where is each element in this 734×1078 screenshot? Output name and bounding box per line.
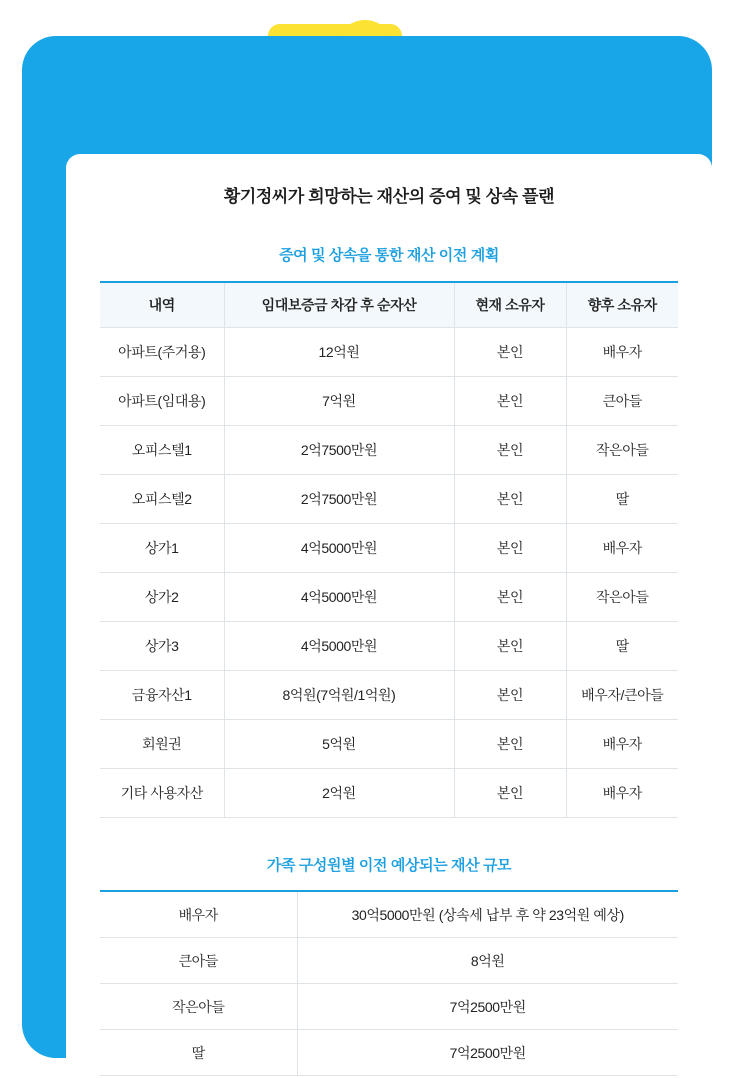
cell-current-owner: 본인 <box>454 377 566 426</box>
column-header-item: 내역 <box>100 282 224 328</box>
cell-current-owner: 본인 <box>454 573 566 622</box>
cell-current-owner: 본인 <box>454 769 566 818</box>
summary-table-body <box>100 891 678 1076</box>
table-head <box>100 282 678 328</box>
cell-net-asset: 5억원 <box>224 720 454 769</box>
cell-item: 회원권 <box>100 720 224 769</box>
cell-amount: 7억2500만원 <box>297 984 678 1030</box>
cell-item: 아파트(임대용) <box>100 377 224 426</box>
cell-family-member: 큰아들 <box>100 938 297 984</box>
table-body <box>100 328 678 818</box>
cell-current-owner: 본인 <box>454 720 566 769</box>
table-row <box>100 891 678 938</box>
cell-family-member: 배우자 <box>100 891 297 938</box>
cell-future-owner: 딸 <box>566 475 678 524</box>
cell-item: 기타 사용자산 <box>100 769 224 818</box>
section-title-transfer-plan: 증여 및 상속을 통한 재산 이전 계획 <box>279 247 499 264</box>
table-row <box>100 671 678 720</box>
cell-item: 금융자산1 <box>100 671 224 720</box>
cell-net-asset: 4억5000만원 <box>224 524 454 573</box>
cell-current-owner: 본인 <box>454 328 566 377</box>
page-title: 황기정씨가 희망하는 재산의 증여 및 상속 플랜 <box>223 187 555 206</box>
cell-net-asset: 4억5000만원 <box>224 573 454 622</box>
cell-net-asset: 2억원 <box>224 769 454 818</box>
cell-future-owner: 딸 <box>566 622 678 671</box>
cell-future-owner: 작은아들 <box>566 426 678 475</box>
cell-future-owner: 배우자 <box>566 769 678 818</box>
column-header-current-owner: 현재 소유자 <box>454 282 566 328</box>
table-row <box>100 426 678 475</box>
cell-net-asset: 2억7500만원 <box>224 475 454 524</box>
table-row <box>100 573 678 622</box>
table-row <box>100 622 678 671</box>
table-row <box>100 938 678 984</box>
cell-future-owner: 배우자 <box>566 524 678 573</box>
clipboard-board <box>22 36 712 1061</box>
column-header-future-owner: 향후 소유자 <box>566 282 678 328</box>
cell-current-owner: 본인 <box>454 475 566 524</box>
table-row <box>100 524 678 573</box>
cell-future-owner: 배우자 <box>566 328 678 377</box>
cell-future-owner: 작은아들 <box>566 573 678 622</box>
cell-item: 상가3 <box>100 622 224 671</box>
cell-net-asset: 7억원 <box>224 377 454 426</box>
cell-net-asset: 8억원(7억원/1억원) <box>224 671 454 720</box>
cell-item: 오피스텔1 <box>100 426 224 475</box>
cell-current-owner: 본인 <box>454 622 566 671</box>
cell-family-member: 작은아들 <box>100 984 297 1030</box>
table-header-row <box>100 282 678 328</box>
table-row <box>100 1030 678 1076</box>
section-title-family-summary: 가족 구성원별 이전 예상되는 재산 규모 <box>266 857 512 874</box>
cell-current-owner: 본인 <box>454 524 566 573</box>
cell-family-member: 딸 <box>100 1030 297 1076</box>
cell-current-owner: 본인 <box>454 426 566 475</box>
cell-net-asset: 2억7500만원 <box>224 426 454 475</box>
cell-current-owner: 본인 <box>454 671 566 720</box>
family-summary-table <box>100 890 678 1076</box>
cell-item: 상가2 <box>100 573 224 622</box>
cell-future-owner: 배우자/큰아들 <box>566 671 678 720</box>
cell-item: 아파트(주거용) <box>100 328 224 377</box>
table-row <box>100 984 678 1030</box>
table-row <box>100 328 678 377</box>
cell-net-asset: 12억원 <box>224 328 454 377</box>
table-row <box>100 475 678 524</box>
cell-item: 상가1 <box>100 524 224 573</box>
table-row <box>100 377 678 426</box>
cell-amount: 8억원 <box>297 938 678 984</box>
table-row <box>100 720 678 769</box>
column-header-net-asset: 임대보증금 차감 후 순자산 <box>224 282 454 328</box>
cell-future-owner: 큰아들 <box>566 377 678 426</box>
cell-future-owner: 배우자 <box>566 720 678 769</box>
cell-amount: 30억5000만원 (상속세 납부 후 약 23억원 예상) <box>297 891 678 938</box>
asset-transfer-table <box>100 281 678 818</box>
cell-item: 오피스텔2 <box>100 475 224 524</box>
cell-net-asset: 4억5000만원 <box>224 622 454 671</box>
cell-amount: 7억2500만원 <box>297 1030 678 1076</box>
paper-sheet <box>66 154 712 1072</box>
table-row <box>100 769 678 818</box>
